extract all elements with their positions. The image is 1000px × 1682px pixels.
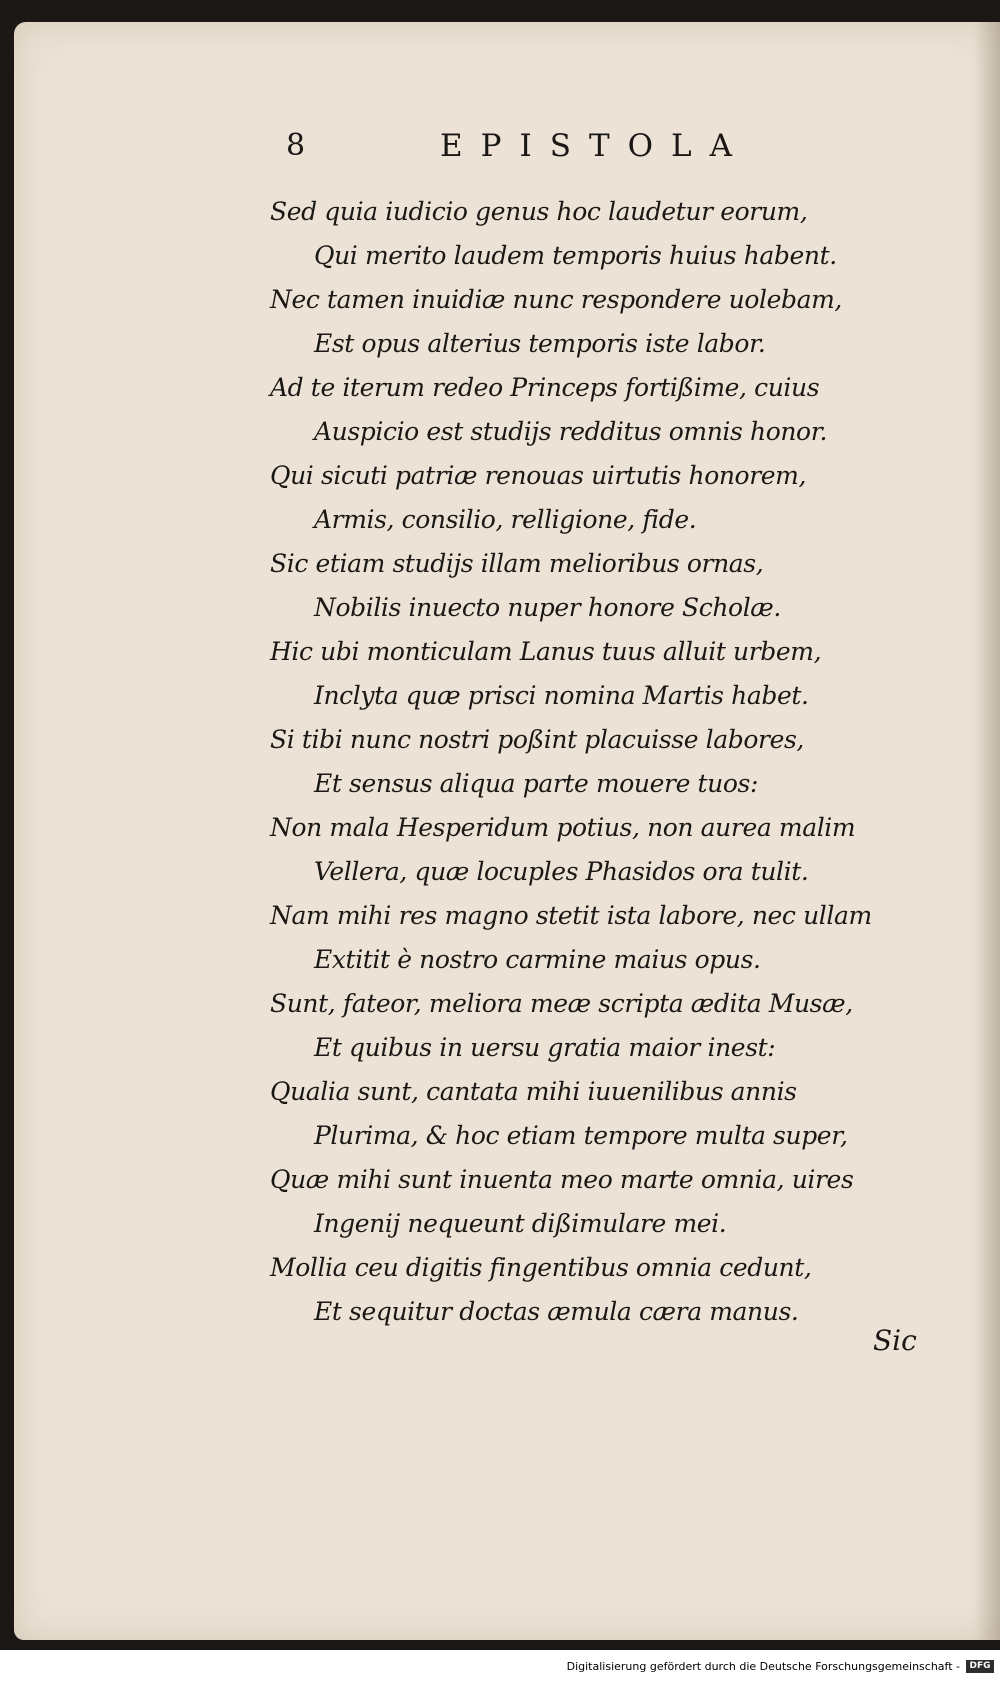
verse-line: Est opus alterius temporis iste labor. <box>314 329 766 358</box>
verse-line: Et sensus aliqua parte mouere tuos: <box>314 769 758 798</box>
verse-line: Non mala Hesperidum potius, non aurea malim <box>270 813 856 842</box>
verse-line: Armis, consilio, relligione, fide. <box>314 505 697 534</box>
dfg-logo: DFG <box>966 1660 994 1673</box>
verse-line: Et quibus in uersu gratia maior inest: <box>314 1033 776 1062</box>
verse-line: Ingenij nequeunt dißimulare mei. <box>314 1209 727 1238</box>
verse-line: Vellera, quæ locuples Phasidos ora tulit. <box>314 857 809 886</box>
verse-line: Plurima, & hoc etiam tempore multa super, <box>314 1121 848 1150</box>
verse-text <box>270 190 910 1334</box>
verse-line: Extitit è nostro carmine maius opus. <box>314 945 761 974</box>
verse-line: Sic etiam studijs illam melioribus ornas, <box>270 549 764 578</box>
verse-line: Qui sicuti patriæ renouas uirtutis honorem, <box>270 461 806 490</box>
verse-line: Nobilis inuecto nuper honore Scholæ. <box>314 593 781 622</box>
page-gutter-shadow <box>974 22 1000 1640</box>
running-title: EPISTOLA <box>440 128 751 164</box>
verse-line: Auspicio est studijs redditus omnis honor. <box>314 417 828 446</box>
verse-line: Hic ubi monticulam Lanus tuus alluit urbem, <box>270 637 822 666</box>
verse-line: Si tibi nunc nostri poßint placuisse labores, <box>270 725 804 754</box>
verse-line: Sed quia iudicio genus hoc laudetur eorum, <box>270 197 808 226</box>
verse-line: Qualia sunt, cantata mihi iuuenilibus annis <box>270 1077 797 1106</box>
footer-credit: Digitalisierung gefördert durch die Deutsche Forschungsgemeinschaft - <box>566 1660 960 1673</box>
verse-line: Ad te iterum redeo Princeps fortißime, cuius <box>270 373 820 402</box>
footer-bar <box>0 1650 1000 1682</box>
page-number: 8 <box>286 128 306 163</box>
verse-line: Et sequitur doctas æmula cæra manus. <box>314 1297 799 1326</box>
verse-line: Nam mihi res magno stetit ista labore, nec ullam <box>270 901 872 930</box>
verse-line: Qui merito laudem temporis huius habent. <box>314 241 837 270</box>
verse-line: Nec tamen inuidiæ nunc respondere uolebam, <box>270 285 842 314</box>
catchword: Sic <box>873 1324 917 1357</box>
verse-line: Mollia ceu digitis fingentibus omnia cedunt, <box>270 1253 812 1282</box>
page-header <box>286 128 786 172</box>
verse-line: Inclyta quæ prisci nomina Martis habet. <box>314 681 809 710</box>
verse-line: Quæ mihi sunt inuenta meo marte omnia, uires <box>270 1165 854 1194</box>
verse-line: Sunt, fateor, meliora meæ scripta ædita Musæ, <box>270 989 853 1018</box>
